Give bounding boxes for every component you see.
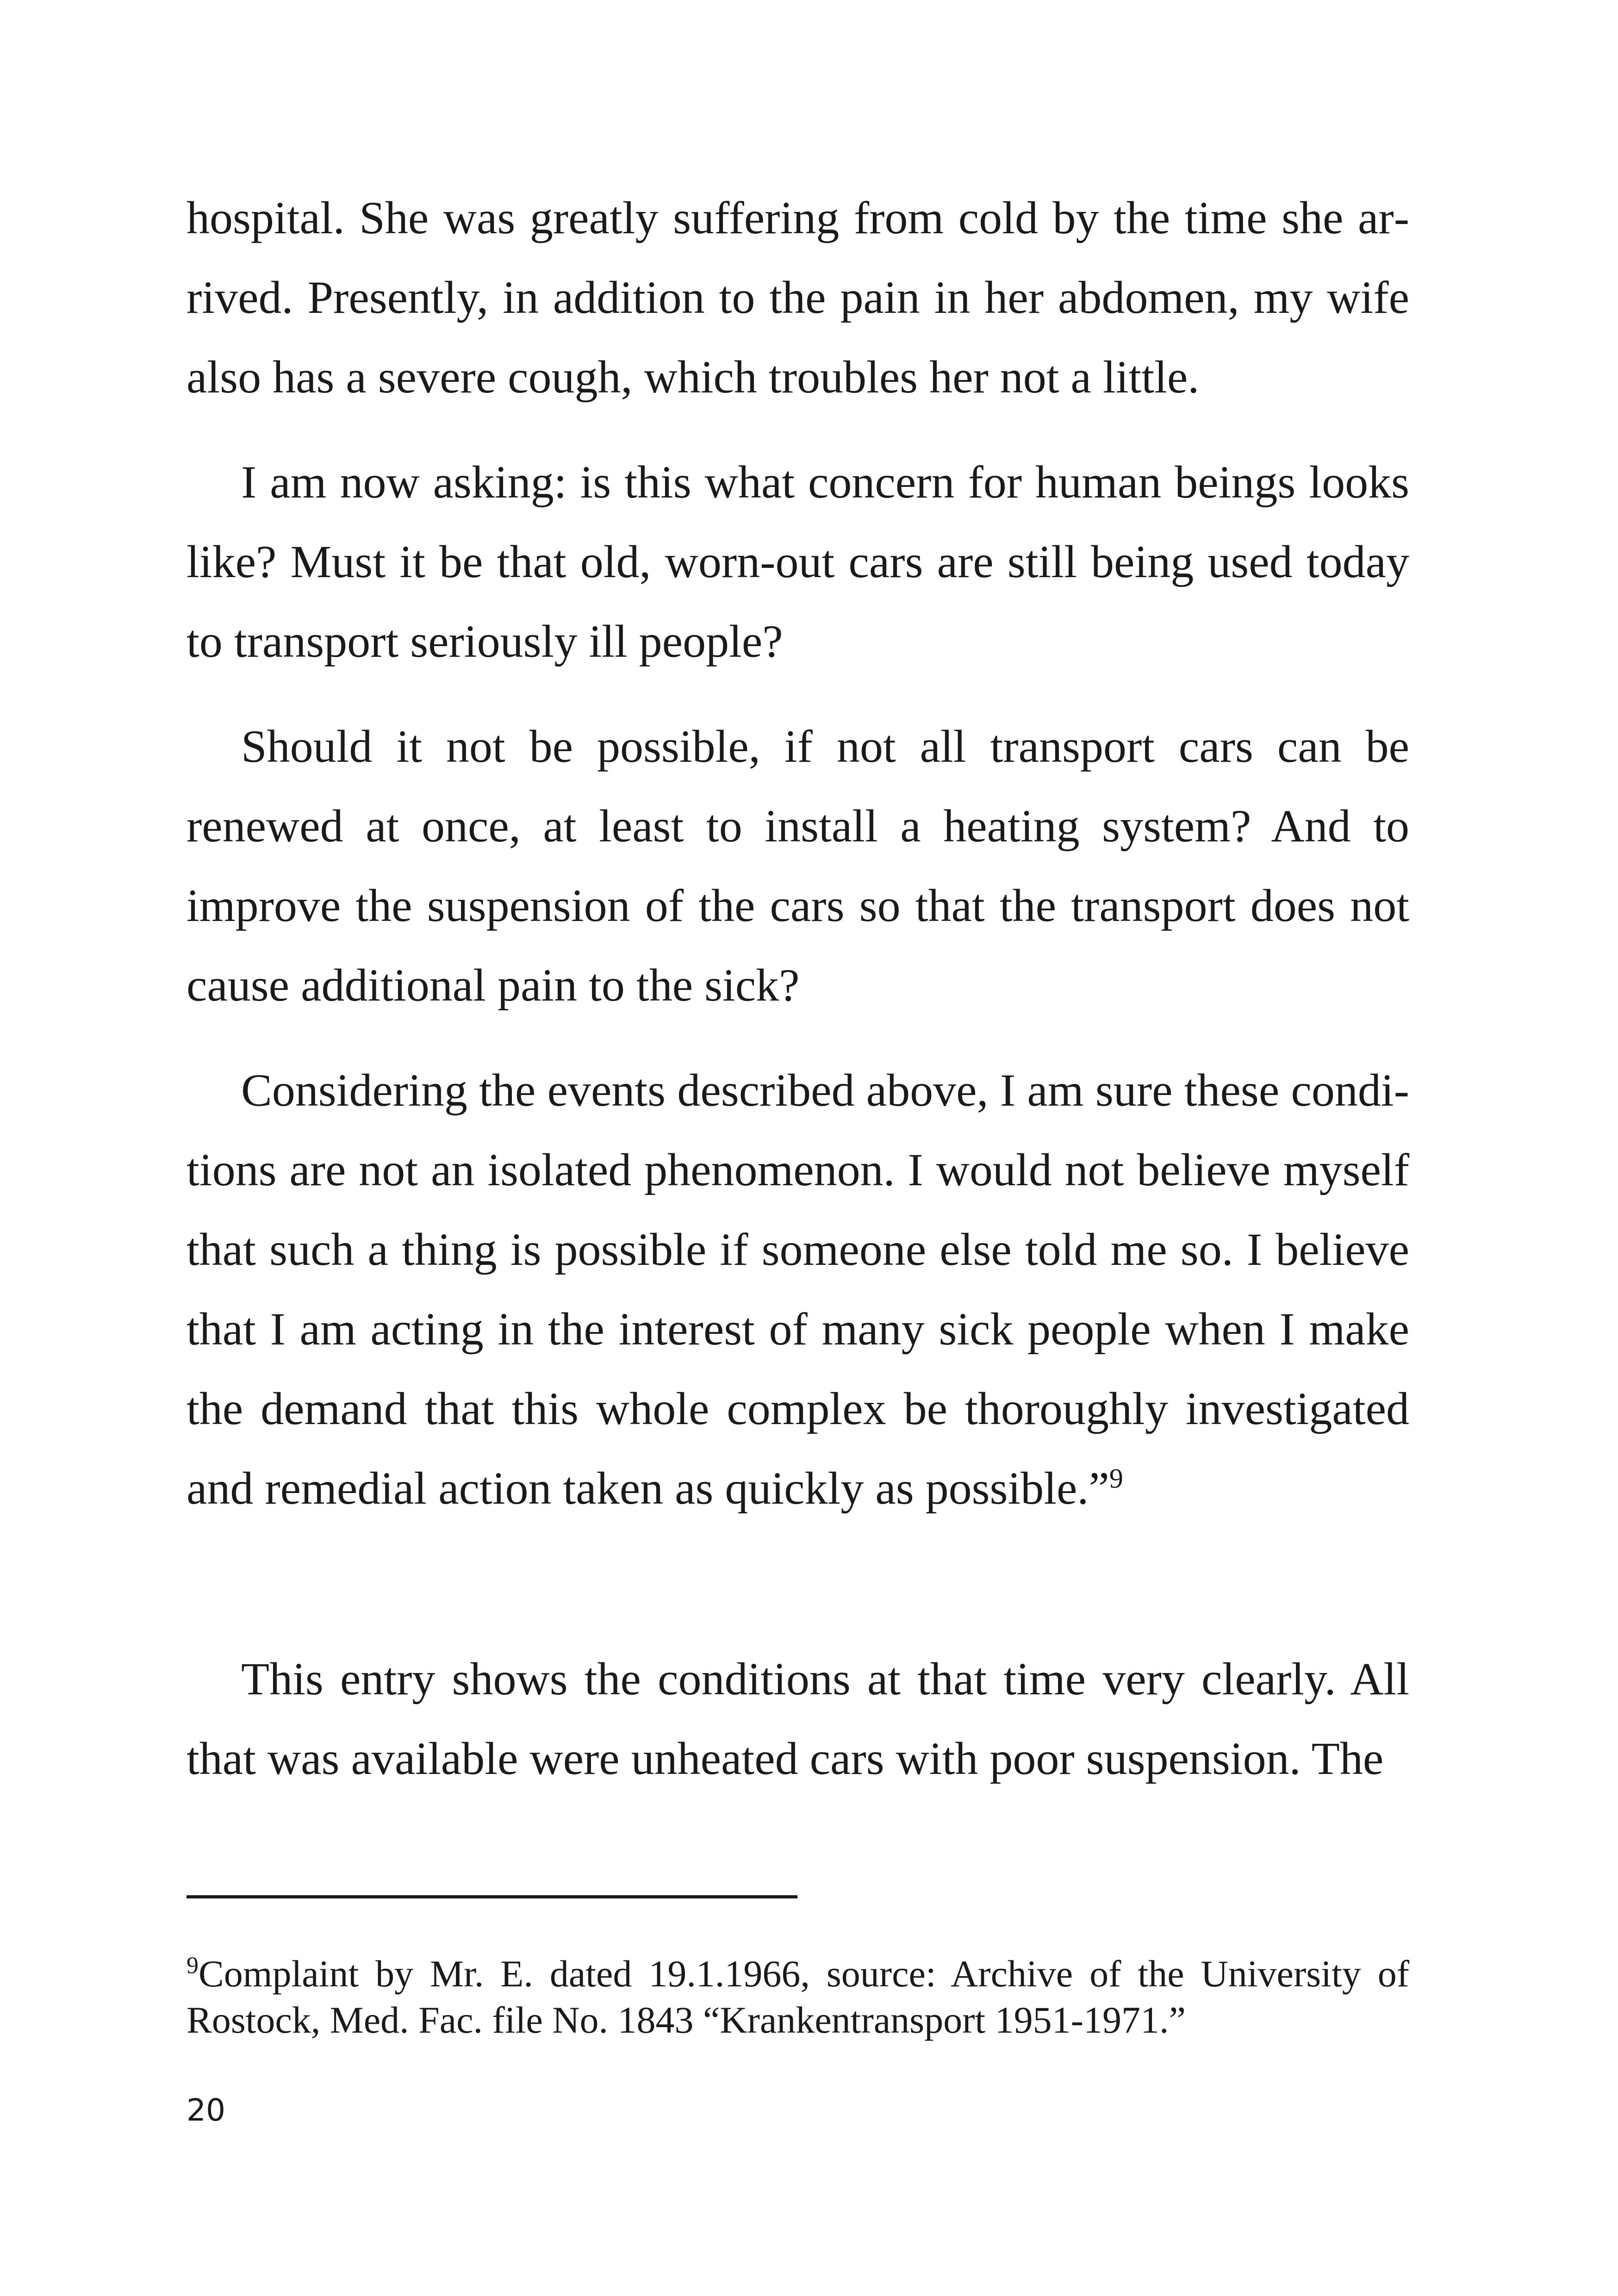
paragraph-1: hospital. She was greatly suffering from cold by the time she arrived. Presently, in addition to the pain in her abdomen, my wife also has a severe cough, which troubles her not a little. [187, 192, 1409, 403]
paragraph-4 [187, 1051, 1409, 1528]
paragraph-5: This entry shows the conditions at that time very clearly. All that was available were unheated cars with poor suspension. The [187, 1653, 1409, 1784]
footnote [187, 1951, 1409, 2043]
body-text [187, 178, 1409, 1824]
page-number: 20 [187, 2092, 225, 2128]
footnote-reference: 9 [1109, 1463, 1123, 1494]
paragraph-3: Should it not be possible, if not all transport cars can be renewed at once, at least to install a heating system? And to improve the suspension of the cars so that the transport does not cause additional pain to the sick? [187, 721, 1409, 1011]
paragraph-2: I am now asking: is this what concern for human beings looks like? Must it be that old, worn-out cars are still being used today to transport seriously ill people? [187, 456, 1409, 667]
footnote-text: Complaint by Mr. E. dated 19.1.1966, source: Archive of the University of Rostock, Med. Fac. file No. 1843 “Krankentransport 1951-1971.” [187, 1953, 1409, 2041]
footnote-separator [187, 1895, 797, 1898]
paragraph-4-text: Considering the events described above, I am sure these conditions are not an isolated phenomenon. I would not believe myself that such a thing is possible if someone else told me so. I believe that I am acting in the interest of many sick people when I make the demand that this whole complex be thoroughly investigated and remedial action taken as quickly as possible.” [187, 1064, 1409, 1514]
footnote-number: 9 [187, 1952, 199, 1979]
